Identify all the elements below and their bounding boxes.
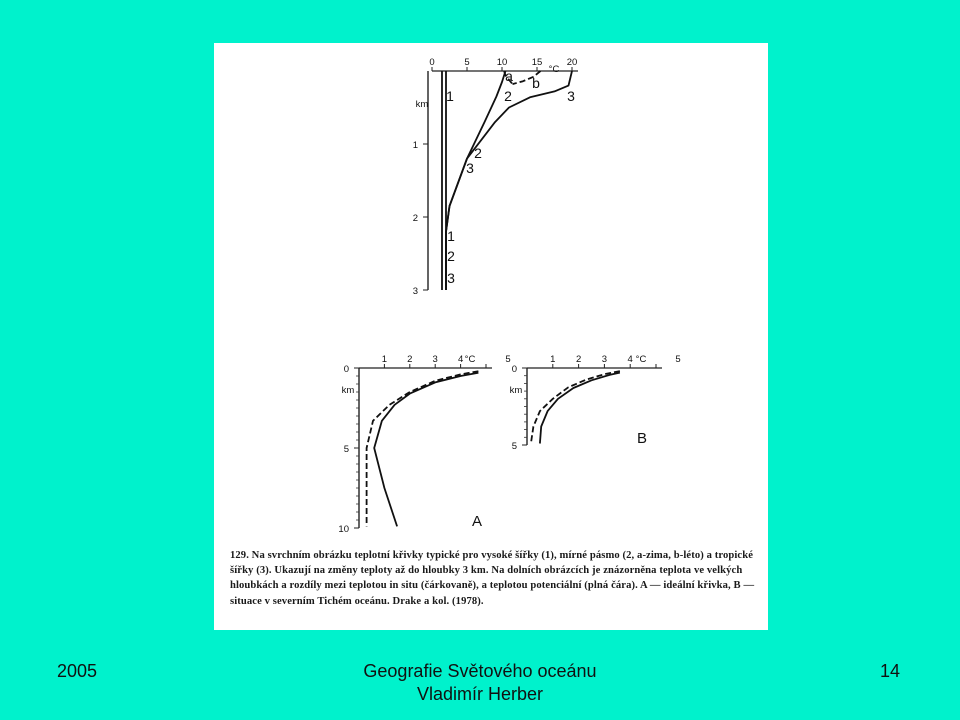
footer-author: Vladimír Herber [416,684,544,704]
panel-B-x-tick-label: 4 [627,354,633,365]
panel-A-x-tick-label: 4 [457,354,464,365]
panel-B-x-unit: °C [635,354,647,365]
panel-top-curve-label: 1 [447,228,455,244]
panel-A-y-tick-label: 0 [343,364,349,375]
panel-B-series-0-line [540,373,620,444]
panel-top-curve-label: 3 [447,270,455,286]
panel-B-y-unit: km [509,385,523,396]
panel-A-x-unit: °C [464,354,476,365]
panel-A-x-tick-label: 1 [381,354,388,365]
panel-top-curve-label: a [505,68,513,84]
panel-top-curve-label: b [532,75,540,91]
panel-top-x-tick-label: 0 [429,57,435,68]
panel-top-x-unit: °C [548,64,560,75]
panel-top-y-tick-label: 2 [412,213,418,224]
panel-B-series-1-line [531,371,620,443]
panel-top-x-tick-label: 15 [531,57,543,68]
panel-top-curve-label: 3 [466,160,474,176]
panel-top-curve-label: 2 [504,88,512,104]
panel-top-curve-label: 1 [446,88,454,104]
panel-A-y-tick-label: 10 [338,524,349,535]
footer-title: Geografie Světového oceánu [363,661,597,681]
panel-B-x-tick-label: 3 [601,354,608,365]
figure-panel [214,43,768,630]
panel-top-curve-label: 2 [447,248,455,264]
panel-A-y-unit: km [341,385,355,396]
panel-B-curve-label: B [636,430,648,447]
panel-B-x-tick-label: 5 [675,354,681,365]
footer-year: 2005 [57,661,98,681]
panel-A-series-0-line [374,373,478,527]
figure-caption: 129. Na svrchním obrázku teplotní křivky typické pro vysoké šířky (1), mírné pásmo (2, a-zima, b-léto) a tropické šířky (3). Ukazují na změny teploty až do hloubky 3 km. Na dolních obrázcích je znázorněna teplota ve velkých hloubkách a rozdíly mezi teplotou in situ (čárkovaně), a teplotou potenciální (plná čára). A — ideální křivka, B — situace v severním Tichém oceánu. Drake a kol. (1978). [230,550,755,607]
panel-B-x-tick-label: 1 [550,354,556,365]
panel-A-y-tick-label: 5 [343,444,349,455]
panel-top-y-tick-label: 1 [412,140,418,151]
panel-B-y-tick-label: 5 [511,441,517,452]
panel-A-x-tick-label: 2 [407,354,413,365]
panel-top-y-unit: km [415,99,429,110]
panel-A-series-1-line [367,371,479,526]
panel-top-curve-label: 2 [474,145,482,161]
footer-page-number: 14 [880,661,901,681]
panel-top-x-tick-label: 5 [464,57,470,68]
panel-A-x-tick-label: 3 [432,354,438,365]
panel-top-series-2-line [446,71,506,290]
panel-top-y-tick-label: 3 [412,286,418,297]
panel-top-curve-label: 3 [567,88,575,104]
panel-B-x-tick-label: 2 [575,354,582,365]
panel-B-y-tick-label: 0 [511,364,517,375]
panel-A-curve-label: A [471,513,483,530]
panel-top-x-tick-label: 20 [566,57,578,68]
panel-top-x-tick-label: 10 [496,57,508,68]
figure-svg [214,43,768,630]
panel-A-x-tick-label: 5 [505,354,511,365]
